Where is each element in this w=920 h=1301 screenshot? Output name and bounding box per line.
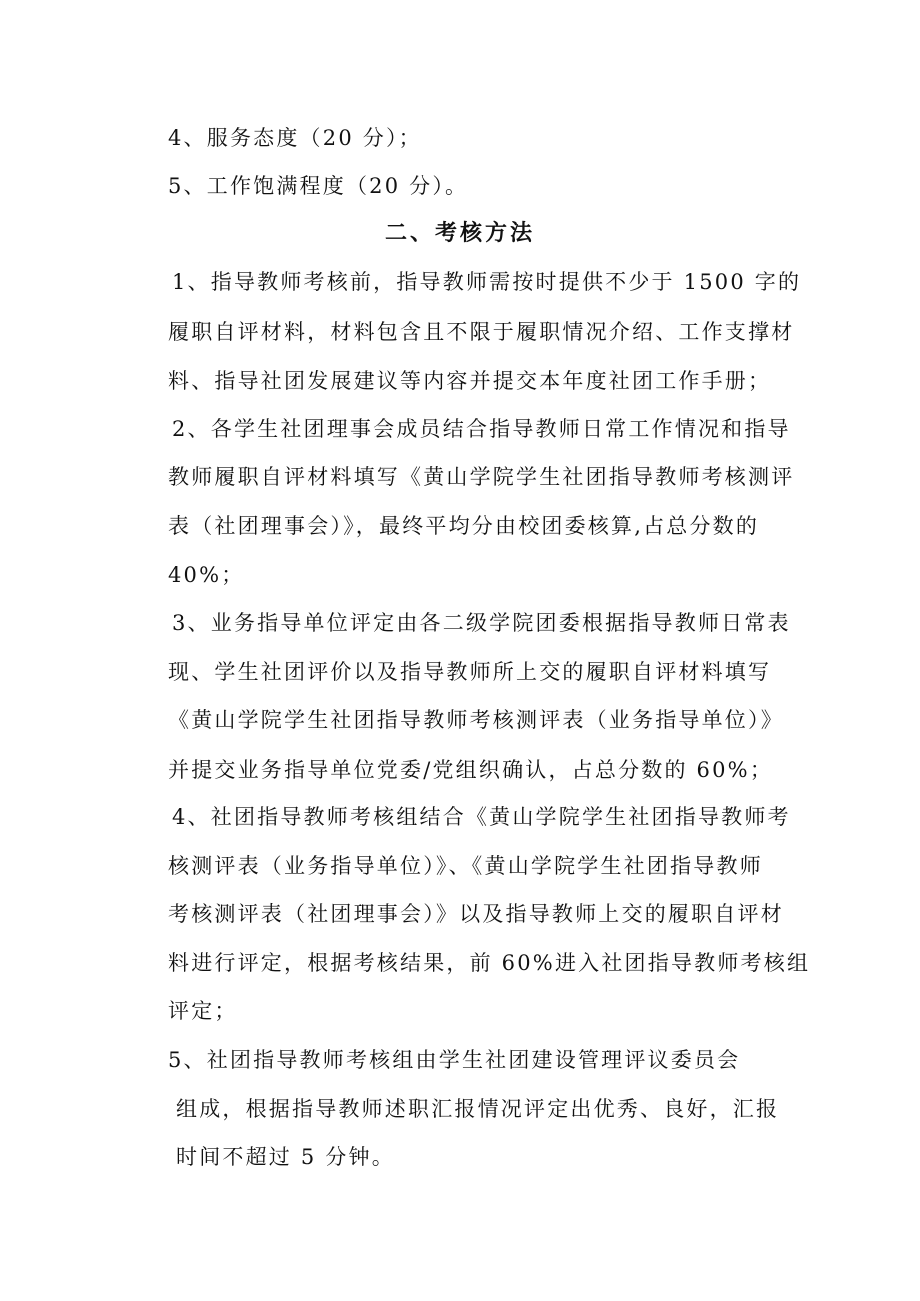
criterion-item-4: 4、服务态度（20 分）； — [168, 126, 422, 150]
paragraph-line: 《黄山学院学生社团指导教师考核测评表（业务指导单位）》 — [168, 708, 784, 732]
paragraph-line: 核测评表（业务指导单位）》、《黄山学院学生社团指导教师 — [168, 854, 763, 878]
paragraph-line: 评定； — [168, 999, 238, 1023]
paragraph-line: 1、指导教师考核前，指导教师需按时提供不少于 1500 字的 — [172, 270, 802, 294]
paragraph-line: 5、社团指导教师考核组由学生社团建设管理评议委员会 — [168, 1048, 741, 1072]
paragraph-line: 3、业务指导单位评定由各二级学院团委根据指导教师日常表 — [172, 611, 791, 635]
criterion-item-5: 5、工作饱满程度（20 分）。 — [168, 174, 469, 198]
paragraph-line: 4、社团指导教师考核组结合《黄山学院学生社团指导教师考 — [172, 805, 791, 829]
paragraph-line: 2、各学生社团理事会成员结合指导教师日常工作情况和指导 — [172, 417, 791, 441]
paragraph-line: 履职自评材料，材料包含且不限于履职情况介绍、工作支撑材 — [168, 320, 795, 344]
paragraph-line: 40%； — [168, 563, 245, 587]
paragraph-line: 组成，根据指导教师述职汇报情况评定出优秀、良好，汇报 — [176, 1097, 780, 1121]
paragraph-line: 表（社团理事会）》，最终平均分由校团委核算,占总分数的 — [168, 514, 760, 538]
paragraph-line: 时间不超过 5 分钟。 — [176, 1145, 395, 1169]
paragraph-line: 教师履职自评材料填写《黄山学院学生社团指导教师考核测评 — [168, 465, 795, 489]
paragraph-line: 料、指导社团发展建议等内容并提交本年度社团工作手册； — [168, 369, 772, 393]
paragraph-line: 考核测评表（社团理事会）》以及指导教师上交的履职自评材 — [168, 902, 784, 926]
section-heading: 二、考核方法 — [384, 221, 535, 246]
paragraph-line: 并提交业务指导单位党委/党组织确认，占总分数的 60%； — [168, 758, 774, 782]
paragraph-line: 现、学生社团评价以及指导教师所上交的履职自评材料填写 — [168, 660, 772, 684]
paragraph-line: 料进行评定，根据考核结果，前 60%进入社团指导教师考核组 — [168, 951, 811, 975]
